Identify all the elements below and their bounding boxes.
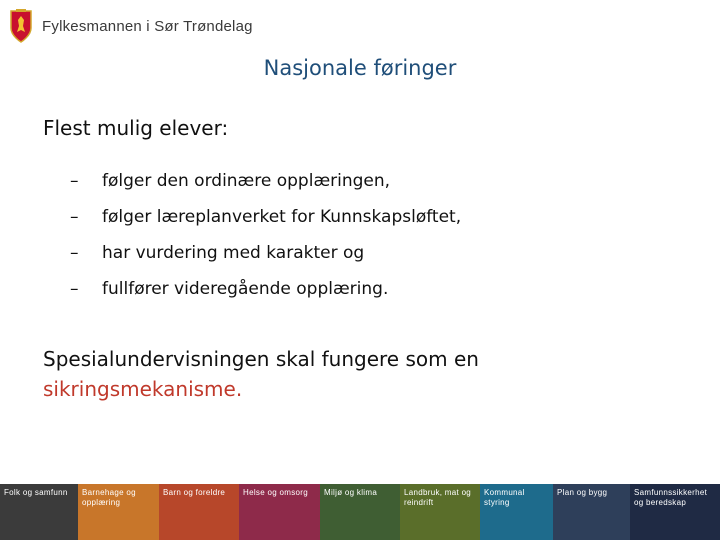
footer-item-label: Kommunal styring — [484, 488, 525, 507]
footer-item-kommunal-styring[interactable] — [480, 484, 553, 540]
list-item — [70, 205, 461, 241]
footer-item-label: Plan og bygg — [557, 488, 608, 497]
coat-of-arms-icon — [8, 8, 34, 44]
footer-item-landbruk[interactable] — [400, 484, 480, 540]
lead-text: Flest mulig elever: — [43, 116, 229, 140]
bullet-dash: – — [70, 207, 79, 227]
paragraph-accent: sikringsmekanisme. — [43, 377, 243, 401]
footer-item-barn-og-foreldre[interactable] — [159, 484, 239, 540]
bullet-dash: – — [70, 243, 79, 263]
footer-nav — [0, 484, 720, 540]
bullet-text: følger den ordinære opplæringen, — [102, 171, 391, 191]
bullet-list — [70, 169, 461, 313]
footer-item-plan-og-bygg[interactable] — [553, 484, 630, 540]
paragraph-main: Spesialundervisningen skal fungere som en — [43, 347, 479, 371]
slide-title: Nasjonale føringer — [263, 56, 457, 80]
organization-name: Fylkesmannen i Sør Trøndelag — [42, 17, 253, 35]
footer-item-label: Helse og omsorg — [243, 488, 308, 497]
footer-item-label: Samfunnssikkerhet og beredskap — [634, 488, 708, 507]
footer-item-label: Barn og foreldre — [163, 488, 226, 497]
list-item — [70, 277, 461, 313]
footer-item-label: Landbruk, mat og reindrift — [404, 488, 472, 507]
slide-title-container — [0, 56, 720, 80]
list-item — [70, 169, 461, 205]
bullet-text: fullfører videregående opplæring. — [102, 279, 389, 299]
bullet-dash: – — [70, 171, 79, 191]
paragraph — [43, 344, 603, 404]
footer-item-miljo-og-klima[interactable] — [320, 484, 400, 540]
bullet-text: har vurdering med karakter og — [102, 243, 365, 263]
footer-item-folk-og-samfunn[interactable] — [0, 484, 78, 540]
bullet-dash: – — [70, 279, 79, 299]
header — [8, 6, 308, 46]
footer-item-samfunnssikkerhet[interactable] — [630, 484, 720, 540]
list-item — [70, 241, 461, 277]
footer-item-label: Barnehage og opplæring — [82, 488, 136, 507]
footer-item-barnehage-og-opplaering[interactable] — [78, 484, 159, 540]
footer-item-label: Folk og samfunn — [4, 488, 68, 497]
footer-item-helse-og-omsorg[interactable] — [239, 484, 320, 540]
footer-item-label: Miljø og klima — [324, 488, 378, 497]
bullet-text: følger læreplanverket for Kunnskapsløftet, — [102, 207, 462, 227]
